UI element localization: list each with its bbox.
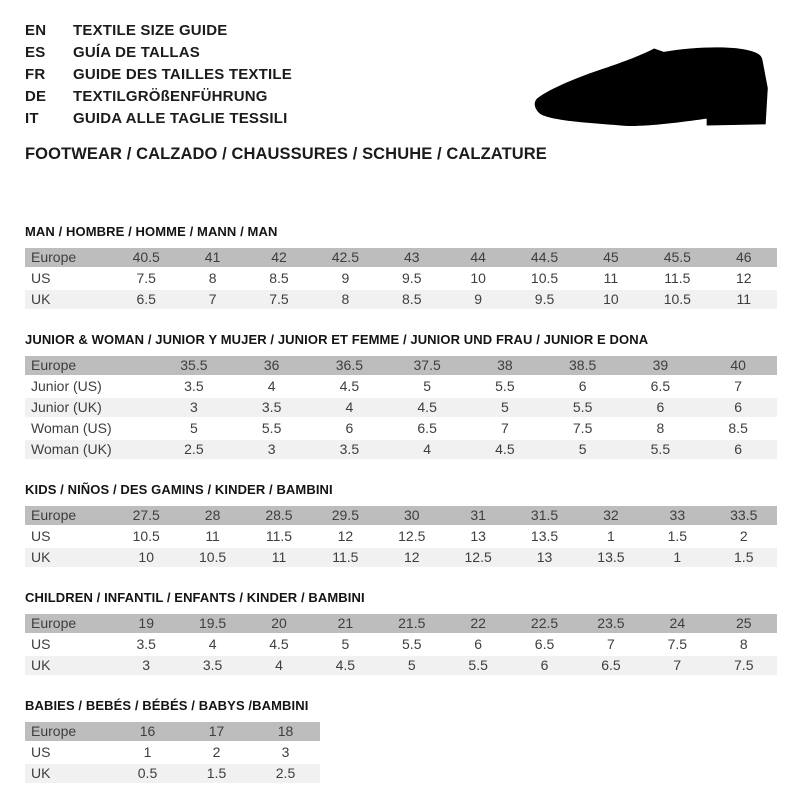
- size-cell: 44.5: [511, 248, 577, 267]
- size-table: [25, 246, 777, 311]
- size-cell: 40: [699, 356, 777, 375]
- table-row: [25, 764, 320, 783]
- language-label: GUIDA ALLE TAGLIE TESSILI: [73, 110, 288, 127]
- size-cell: 7: [607, 636, 615, 652]
- size-cell: 5.5: [544, 398, 622, 417]
- row-label: Junior (UK): [25, 398, 155, 417]
- table-row: [25, 269, 777, 288]
- size-cell: 2: [739, 528, 748, 544]
- size-cell: 28: [179, 506, 245, 525]
- language-code: ES: [25, 44, 46, 61]
- size-cell: 8.5: [269, 270, 289, 286]
- size-cell: 25: [711, 614, 777, 633]
- size-cell: 8: [739, 636, 748, 652]
- row-label: US: [31, 270, 51, 286]
- table-row: [25, 656, 777, 675]
- row-label: US: [31, 528, 51, 544]
- size-table-section: [25, 698, 777, 785]
- size-cell: 6: [474, 636, 483, 652]
- size-cell: 7: [734, 378, 743, 394]
- language-code: FR: [25, 66, 46, 83]
- row-label: Woman (UK): [25, 440, 155, 459]
- size-cell: 21.5: [379, 614, 445, 633]
- size-cell: 11.5: [265, 528, 293, 544]
- size-cell: 9: [445, 290, 511, 309]
- table-title: CHILDREN / INFANTIL / ENFANTS / KINDER / BAMBINI: [25, 590, 365, 605]
- language-row: [25, 20, 777, 42]
- size-cell: 44: [445, 248, 511, 267]
- size-cell: 13: [470, 528, 486, 544]
- size-cell: 6: [622, 398, 700, 417]
- size-cell: 3: [233, 440, 311, 459]
- size-table-section: [25, 224, 777, 311]
- table-row: [25, 635, 777, 654]
- size-cell: 4: [311, 398, 389, 417]
- size-cell: 8: [656, 420, 665, 436]
- size-cell: 5.5: [445, 656, 511, 675]
- size-cell: 0.5: [113, 764, 182, 783]
- size-cell: 31: [445, 506, 511, 525]
- size-cell: 42.5: [312, 248, 378, 267]
- size-cell: 3: [113, 656, 179, 675]
- row-label: Junior (US): [31, 378, 102, 394]
- language-label: GUIDE DES TAILLES TEXTILE: [73, 66, 292, 83]
- size-cell: 6: [345, 420, 354, 436]
- size-cell: 12: [379, 548, 445, 567]
- size-cell: 11: [205, 528, 220, 544]
- size-cell: 11: [246, 548, 312, 567]
- size-cell: 4.5: [388, 398, 466, 417]
- size-cell: 42: [246, 248, 312, 267]
- size-cell: 10: [113, 548, 179, 567]
- category-heading: FOOTWEAR / CALZADO / CHAUSSURES / SCHUHE / CALZATURE: [25, 145, 547, 163]
- row-label: UK: [25, 290, 113, 309]
- size-cell: 13.5: [530, 528, 559, 544]
- size-cell: 5: [423, 378, 432, 394]
- table-title: JUNIOR & WOMAN / JUNIOR Y MUJER / JUNIOR ET FEMME / JUNIOR UND FRAU / JUNIOR E DONA: [25, 332, 649, 347]
- size-cell: 12: [735, 270, 752, 286]
- size-table-section: [25, 590, 777, 677]
- size-cell: 1: [607, 528, 615, 544]
- size-cell: 18: [251, 722, 320, 741]
- size-cell: 6: [699, 398, 777, 417]
- row-label: Europe: [25, 356, 155, 375]
- size-cell: 30: [379, 506, 445, 525]
- size-table: [25, 504, 777, 569]
- size-cell: 4.5: [339, 378, 360, 394]
- size-cell: 2.5: [251, 764, 320, 783]
- size-cell: 4: [246, 656, 312, 675]
- size-cell: 5.5: [622, 440, 700, 459]
- size-cell: 6: [578, 378, 587, 394]
- size-cell: 22.5: [511, 614, 577, 633]
- size-cell: 39: [622, 356, 700, 375]
- row-label: UK: [25, 764, 113, 783]
- row-label: US: [31, 636, 51, 652]
- table-row: [25, 614, 777, 633]
- size-cell: 5: [466, 398, 544, 417]
- size-cell: 19: [113, 614, 179, 633]
- size-cell: 4: [208, 636, 217, 652]
- table-row: [25, 527, 777, 546]
- size-cell: 12.5: [445, 548, 511, 567]
- size-cell: 5.5: [402, 636, 422, 652]
- language-label: TEXTILGRÖßENFÜHRUNG: [73, 88, 268, 105]
- size-cell: 20: [246, 614, 312, 633]
- size-cell: 1.5: [711, 548, 777, 567]
- size-cell: 10.5: [530, 270, 559, 286]
- size-cell: 5: [189, 420, 198, 436]
- size-cell: 3.5: [184, 378, 204, 394]
- size-cell: 7.5: [667, 636, 688, 652]
- size-cell: 8: [208, 270, 217, 286]
- size-tables: [25, 224, 777, 785]
- size-cell: 4.5: [269, 636, 289, 652]
- size-cell: 38: [466, 356, 544, 375]
- size-cell: 1: [644, 548, 710, 567]
- size-cell: 23.5: [578, 614, 644, 633]
- size-cell: 43: [379, 248, 445, 267]
- size-cell: 4.5: [312, 656, 378, 675]
- size-cell: 4: [267, 378, 276, 394]
- size-cell: 33.5: [711, 506, 777, 525]
- language-code: IT: [25, 110, 39, 127]
- size-cell: 4.5: [466, 440, 544, 459]
- size-cell: 5: [379, 656, 445, 675]
- size-cell: 35.5: [155, 356, 233, 375]
- size-cell: 32: [578, 506, 644, 525]
- size-cell: 27.5: [113, 506, 179, 525]
- language-code: EN: [25, 22, 47, 39]
- size-cell: 13: [511, 548, 577, 567]
- size-guide-content: [25, 20, 777, 785]
- table-title: KIDS / NIÑOS / DES GAMINS / KINDER / BAMBINI: [25, 482, 333, 497]
- size-cell: 12.5: [398, 528, 426, 544]
- size-cell: 5: [341, 636, 350, 652]
- size-cell: 1: [143, 744, 152, 760]
- size-cell: 3.5: [311, 440, 389, 459]
- size-cell: 6.5: [417, 420, 437, 436]
- size-cell: 3: [155, 398, 233, 417]
- row-label: UK: [25, 656, 113, 675]
- size-cell: 31.5: [511, 506, 577, 525]
- language-label: GUÍA DE TALLAS: [73, 44, 200, 61]
- size-table-section: [25, 482, 777, 569]
- table-row: [25, 377, 777, 396]
- size-cell: 8: [312, 290, 378, 309]
- size-table: [25, 354, 777, 461]
- size-cell: 40.5: [113, 248, 179, 267]
- size-cell: 6.5: [534, 636, 555, 652]
- table-title: MAN / HOMBRE / HOMME / MANN / MAN: [25, 224, 278, 239]
- size-cell: 24: [644, 614, 710, 633]
- size-cell: 22: [445, 614, 511, 633]
- size-cell: 38.5: [544, 356, 622, 375]
- size-cell: 9.5: [402, 270, 422, 286]
- size-cell: 36.5: [311, 356, 389, 375]
- table-row: [25, 419, 777, 438]
- size-cell: 6.5: [113, 290, 179, 309]
- size-cell: 10.5: [132, 528, 160, 544]
- table-row: [25, 398, 777, 417]
- size-cell: 37.5: [388, 356, 466, 375]
- size-cell: 7.5: [572, 420, 593, 436]
- row-label: US: [31, 744, 51, 760]
- table-row: [25, 356, 777, 375]
- row-label: Europe: [25, 506, 113, 525]
- size-cell: 6.5: [650, 378, 671, 394]
- size-cell: 3.5: [233, 398, 311, 417]
- size-cell: 13.5: [578, 548, 644, 567]
- size-cell: 3.5: [136, 636, 156, 652]
- size-cell: 10.5: [644, 290, 710, 309]
- size-table: [25, 612, 777, 677]
- language-code: DE: [25, 88, 47, 105]
- size-cell: 19.5: [179, 614, 245, 633]
- size-cell: 7: [500, 420, 509, 436]
- size-cell: 10: [470, 270, 486, 286]
- row-label: Europe: [25, 614, 113, 633]
- row-label: Europe: [25, 722, 113, 741]
- size-cell: 45: [578, 248, 644, 267]
- size-cell: 17: [182, 722, 251, 741]
- table-row: [25, 743, 320, 762]
- row-label: UK: [25, 548, 113, 567]
- table-row: [25, 548, 777, 567]
- size-cell: 7.5: [136, 270, 156, 286]
- size-cell: 5.5: [495, 378, 515, 394]
- size-cell: 36: [233, 356, 311, 375]
- row-label: Woman (US): [31, 420, 112, 436]
- size-table: [25, 720, 320, 785]
- size-cell: 45.5: [644, 248, 710, 267]
- size-cell: 7.5: [711, 656, 777, 675]
- dress-shoe-icon: [533, 44, 771, 130]
- size-cell: 41: [179, 248, 245, 267]
- size-cell: 6: [699, 440, 777, 459]
- size-cell: 28.5: [246, 506, 312, 525]
- size-cell: 1.5: [182, 764, 251, 783]
- table-title: BABIES / BEBÉS / BÉBÉS / BABYS /BAMBINI: [25, 698, 309, 713]
- table-row: [25, 248, 777, 267]
- size-cell: 9.5: [511, 290, 577, 309]
- size-cell: 12: [337, 528, 354, 544]
- size-cell: 3: [281, 744, 290, 760]
- size-cell: 7.5: [246, 290, 312, 309]
- size-cell: 2.5: [155, 440, 233, 459]
- size-cell: 8.5: [728, 420, 748, 436]
- size-cell: 3.5: [179, 656, 245, 675]
- size-cell: 5.5: [261, 420, 282, 436]
- size-cell: 6: [511, 656, 577, 675]
- size-cell: 46: [711, 248, 777, 267]
- size-cell: 9: [341, 270, 350, 286]
- size-cell: 11.5: [664, 270, 691, 286]
- size-cell: 11.5: [312, 548, 378, 567]
- size-cell: 1.5: [667, 528, 688, 544]
- row-label: Europe: [25, 248, 113, 267]
- table-row: [25, 290, 777, 309]
- size-cell: 8.5: [379, 290, 445, 309]
- size-cell: 2: [212, 744, 221, 760]
- size-cell: 7: [644, 656, 710, 675]
- table-row: [25, 506, 777, 525]
- size-cell: 4: [388, 440, 466, 459]
- size-cell: 10.5: [179, 548, 245, 567]
- size-cell: 10: [578, 290, 644, 309]
- size-cell: 11: [711, 290, 777, 309]
- language-label: TEXTILE SIZE GUIDE: [73, 22, 228, 39]
- size-cell: 16: [113, 722, 182, 741]
- size-cell: 11: [603, 270, 619, 286]
- size-cell: 21: [312, 614, 378, 633]
- table-row: [25, 440, 777, 459]
- size-cell: 5: [544, 440, 622, 459]
- size-cell: 29.5: [312, 506, 378, 525]
- size-cell: 6.5: [578, 656, 644, 675]
- size-cell: 7: [179, 290, 245, 309]
- table-row: [25, 722, 320, 741]
- size-table-section: [25, 332, 777, 461]
- size-cell: 33: [644, 506, 710, 525]
